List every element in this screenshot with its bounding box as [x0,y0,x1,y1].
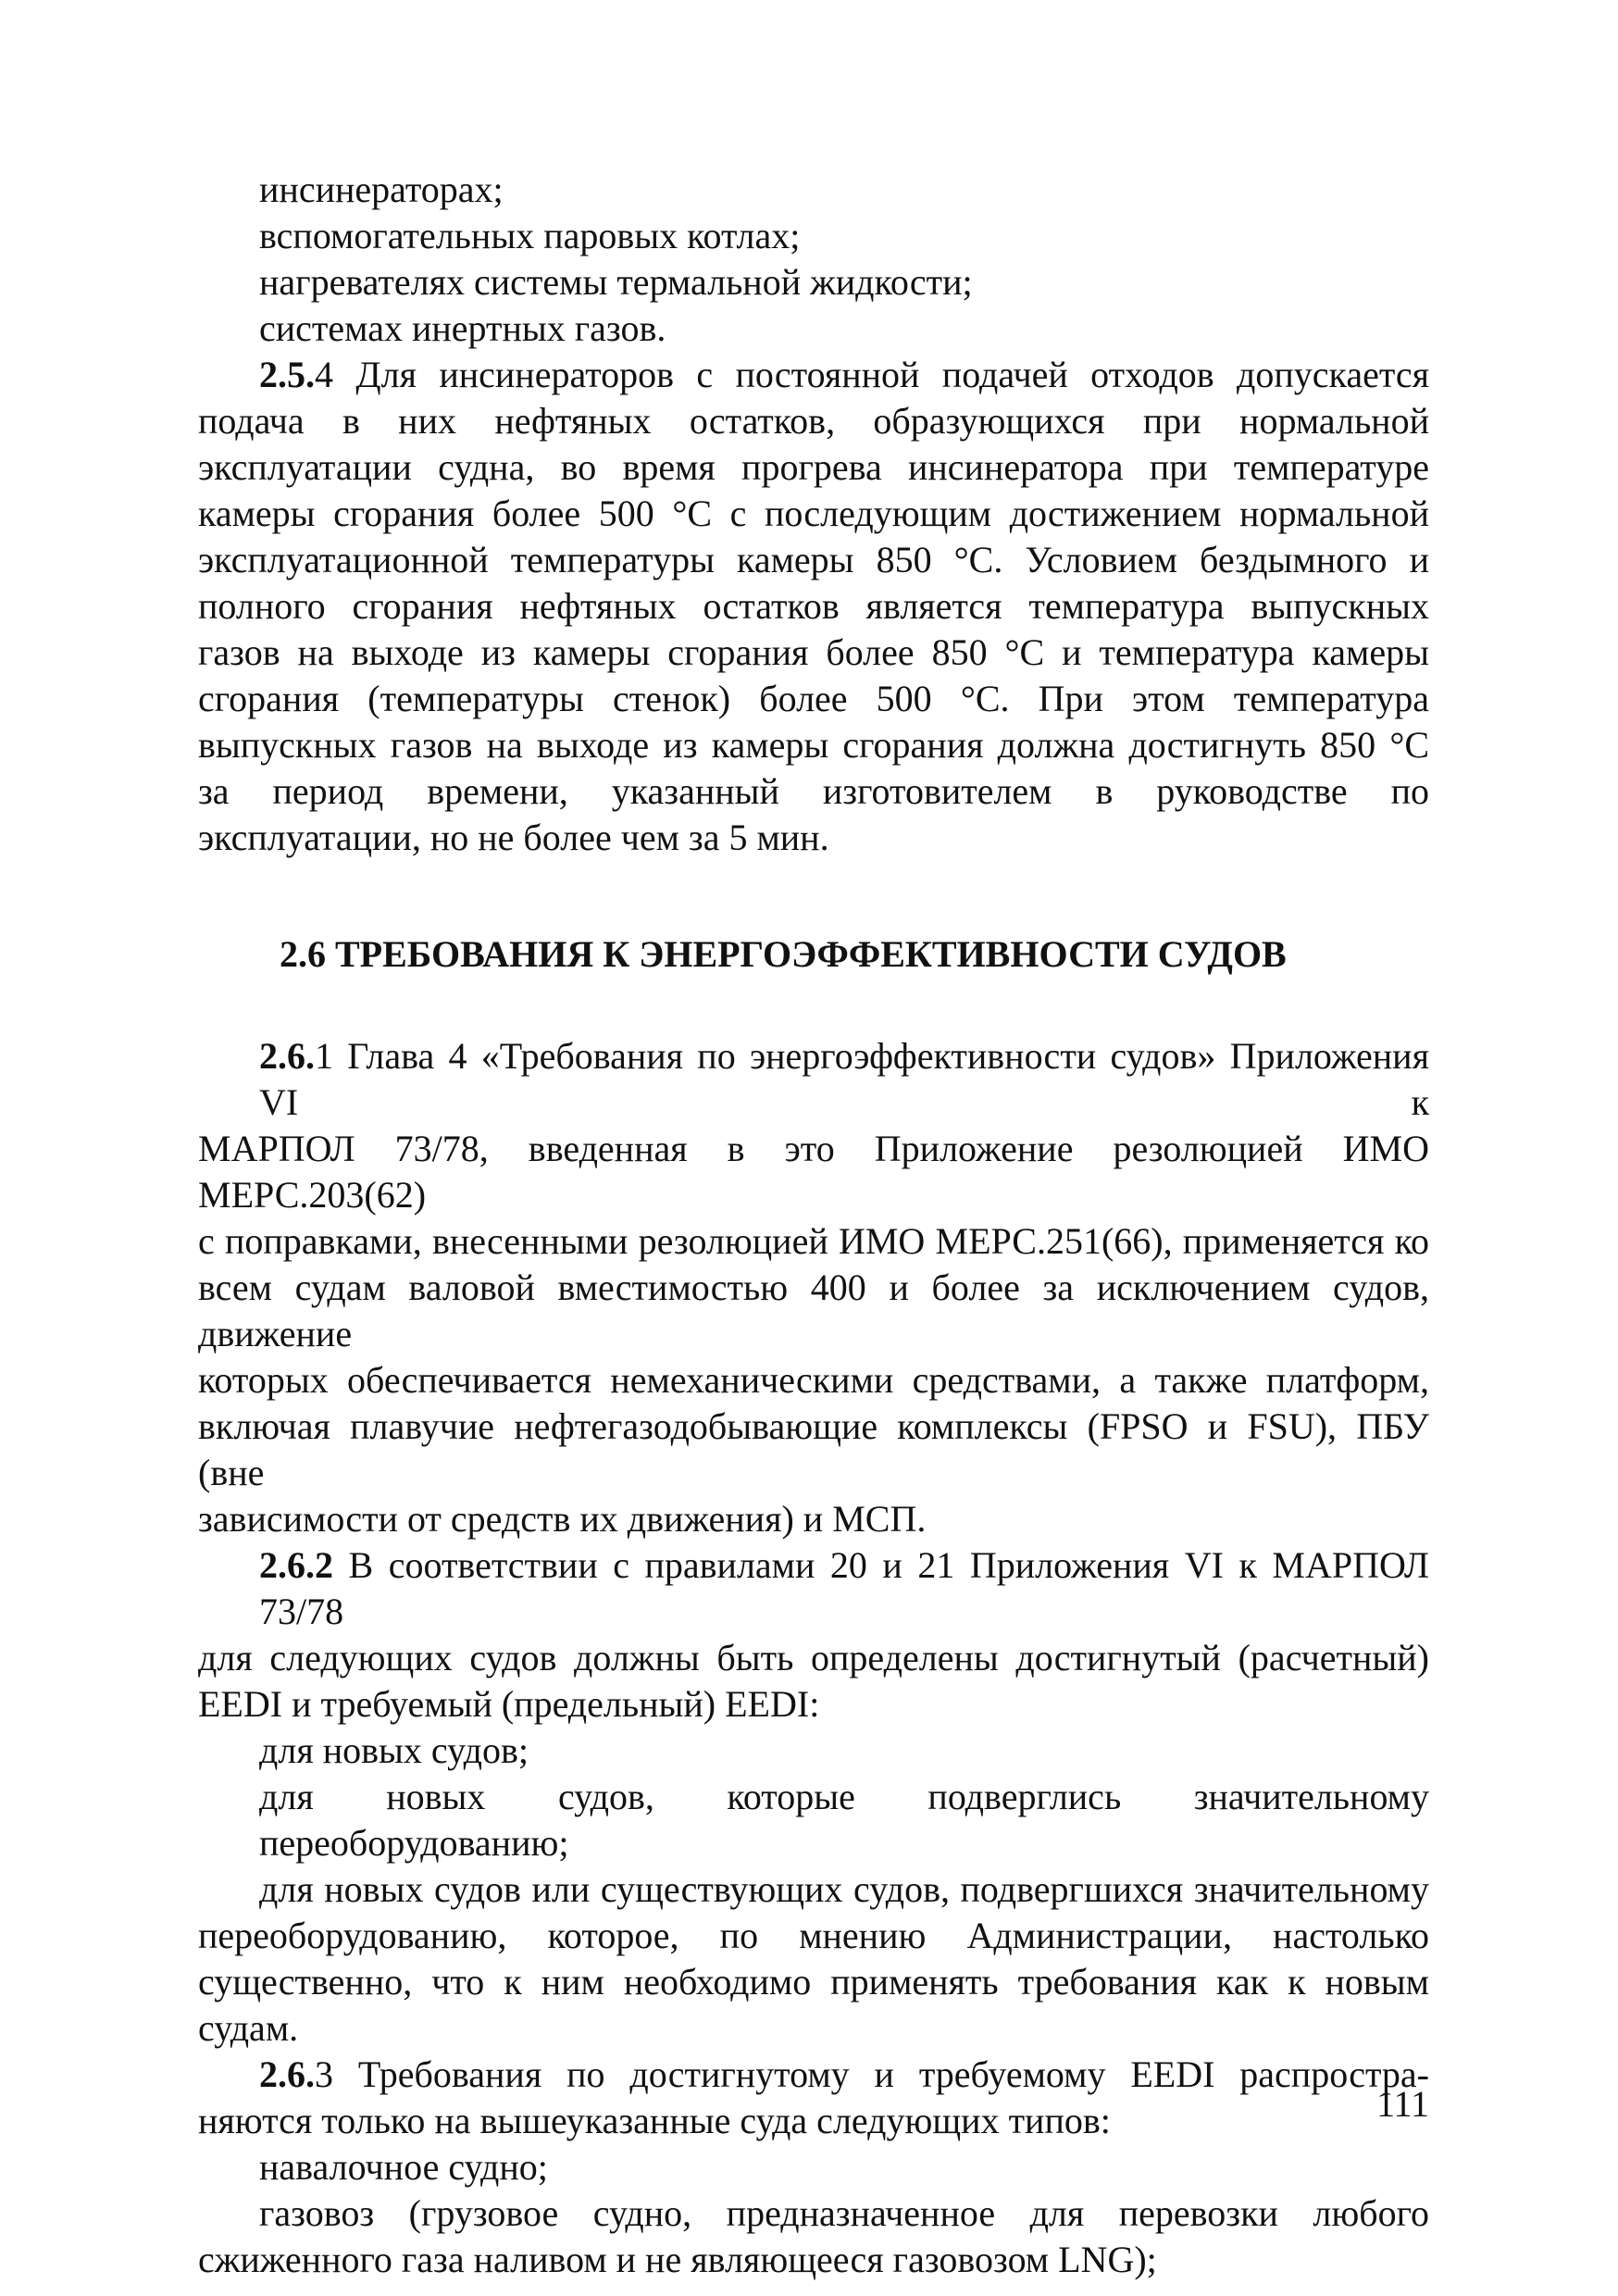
paragraph-line: с поправками, внесенными резолюцией ИМО МЕРС.251(66), применяется ко [198,1220,1429,1262]
line-text: 1 Глава 4 «Требования по энергоэффективности судов» Приложения VI к [259,1035,1429,1123]
paragraph-line: полного сгорания нефтяных остатков является температура выпускных [198,585,1429,627]
paragraph-line: газовоз (грузовое судно, предназначенное для перевозки любого [259,2192,1429,2234]
clause-number: 2.5. [259,354,315,395]
paragraph-line: выпускных газов на выходе из камеры сгорания должна достигнуть 850 °С [198,724,1429,766]
document-page [198,167,1429,2283]
line-text: В соответствии с правилами 20 и 21 Приложения VI к МАРПОЛ 73/78 [259,1544,1429,1632]
paragraph-line: сжиженного газа наливом и не являющееся газовозом LNG); [198,2239,1157,2280]
list-item: инсинераторах; [259,168,504,210]
paragraph-line: МАРПОЛ 73/78, введенная в это Приложение резолюцией ИМО МЕРС.203(62) [198,1128,1429,1216]
clause-number: 2.6. [259,1035,315,1077]
list-item: навалочное судно; [259,2146,548,2188]
paragraph-line [198,1542,1429,1635]
paragraph-line: эксплуатации, но не более чем за 5 мин. [198,817,829,858]
list-item: для новых судов, которые подверглись значительному переоборудованию; [259,1776,1429,1864]
paragraph-line: для новых судов или существующих судов, подвергшихся значительному [259,1868,1429,1910]
paragraph-line [198,1033,1429,1126]
paragraph-2-5-4 [198,352,1429,861]
paragraph-line: газов на выходе из камеры сгорания более 850 °С и температура камеры [198,631,1429,673]
paragraph-line: эксплуатации судна, во время прогрева инсинератора при температуре [198,446,1429,488]
paragraph-line: EEDI и требуемый (предельный) EEDI: [198,1683,820,1725]
paragraph-line: за период времени, указанный изготовителем в руководстве по [198,770,1429,812]
list-item-multiline [198,2190,1429,2283]
paragraph-2-6-3 [198,2052,1429,2144]
list-item: вспомогательных паровых котлах; [259,215,801,256]
list-item: системах инертных газов. [259,307,666,349]
paragraph-line: эксплуатационной температуры камеры 850 °С. Условием бездымного и [198,539,1429,580]
paragraph-line: сгорания (температуры стенок) более 500 °С. При этом температура [198,678,1429,719]
paragraph-line: для следующих судов должны быть определены достигнутый (расчетный) [198,1637,1429,1678]
clause-number: 2.6.2 [259,1544,333,1586]
clause-number: 2.6. [259,2053,315,2095]
paragraph-2-6-1 [198,1033,1429,1542]
paragraph-line: включая плавучие нефтегазодобывающие комплексы (FPSO и FSU), ПБУ (вне [198,1405,1429,1493]
paragraph-line: существенно, что к ним необходимо применять требования как к новым судам. [198,1961,1429,2049]
section-heading: 2.6 ТРЕБОВАНИЯ К ЭНЕРГОЭФФЕКТИВНОСТИ СУДОВ [280,933,1287,975]
paragraph-line: всем судам валовой вместимостью 400 и более за исключением судов, движение [198,1267,1429,1354]
paragraph-line: которых обеспечивается немеханическими средствами, а также платформ, [198,1359,1429,1401]
paragraph-line [198,2052,1429,2098]
line-text: 3 Требования по достигнутому и требуемому EEDI распростра- [315,2053,1429,2095]
page-number: 111 [1375,2083,1429,2125]
paragraph-line: камеры сгорания более 500 °С с последующим достижением нормальной [198,493,1429,534]
line-text: 4 Для инсинераторов с постоянной подачей отходов допускается [315,354,1429,395]
paragraph-2-6-2 [198,1542,1429,1728]
list-item: нагревателях системы термальной жидкости; [259,261,973,303]
list-item: для новых судов; [259,1729,529,1771]
paragraph-line: подача в них нефтяных остатков, образующихся при нормальной [198,400,1429,442]
paragraph-line: няются только на вышеуказанные суда следующих типов: [198,2100,1111,2141]
paragraph-line: зависимости от средств их движения) и МСП. [198,1498,927,1540]
list-item-multiline [198,1866,1429,2052]
paragraph-line: переоборудованию, которое, по мнению Администрации, настолько [198,1915,1429,1956]
paragraph-line [198,352,1429,398]
